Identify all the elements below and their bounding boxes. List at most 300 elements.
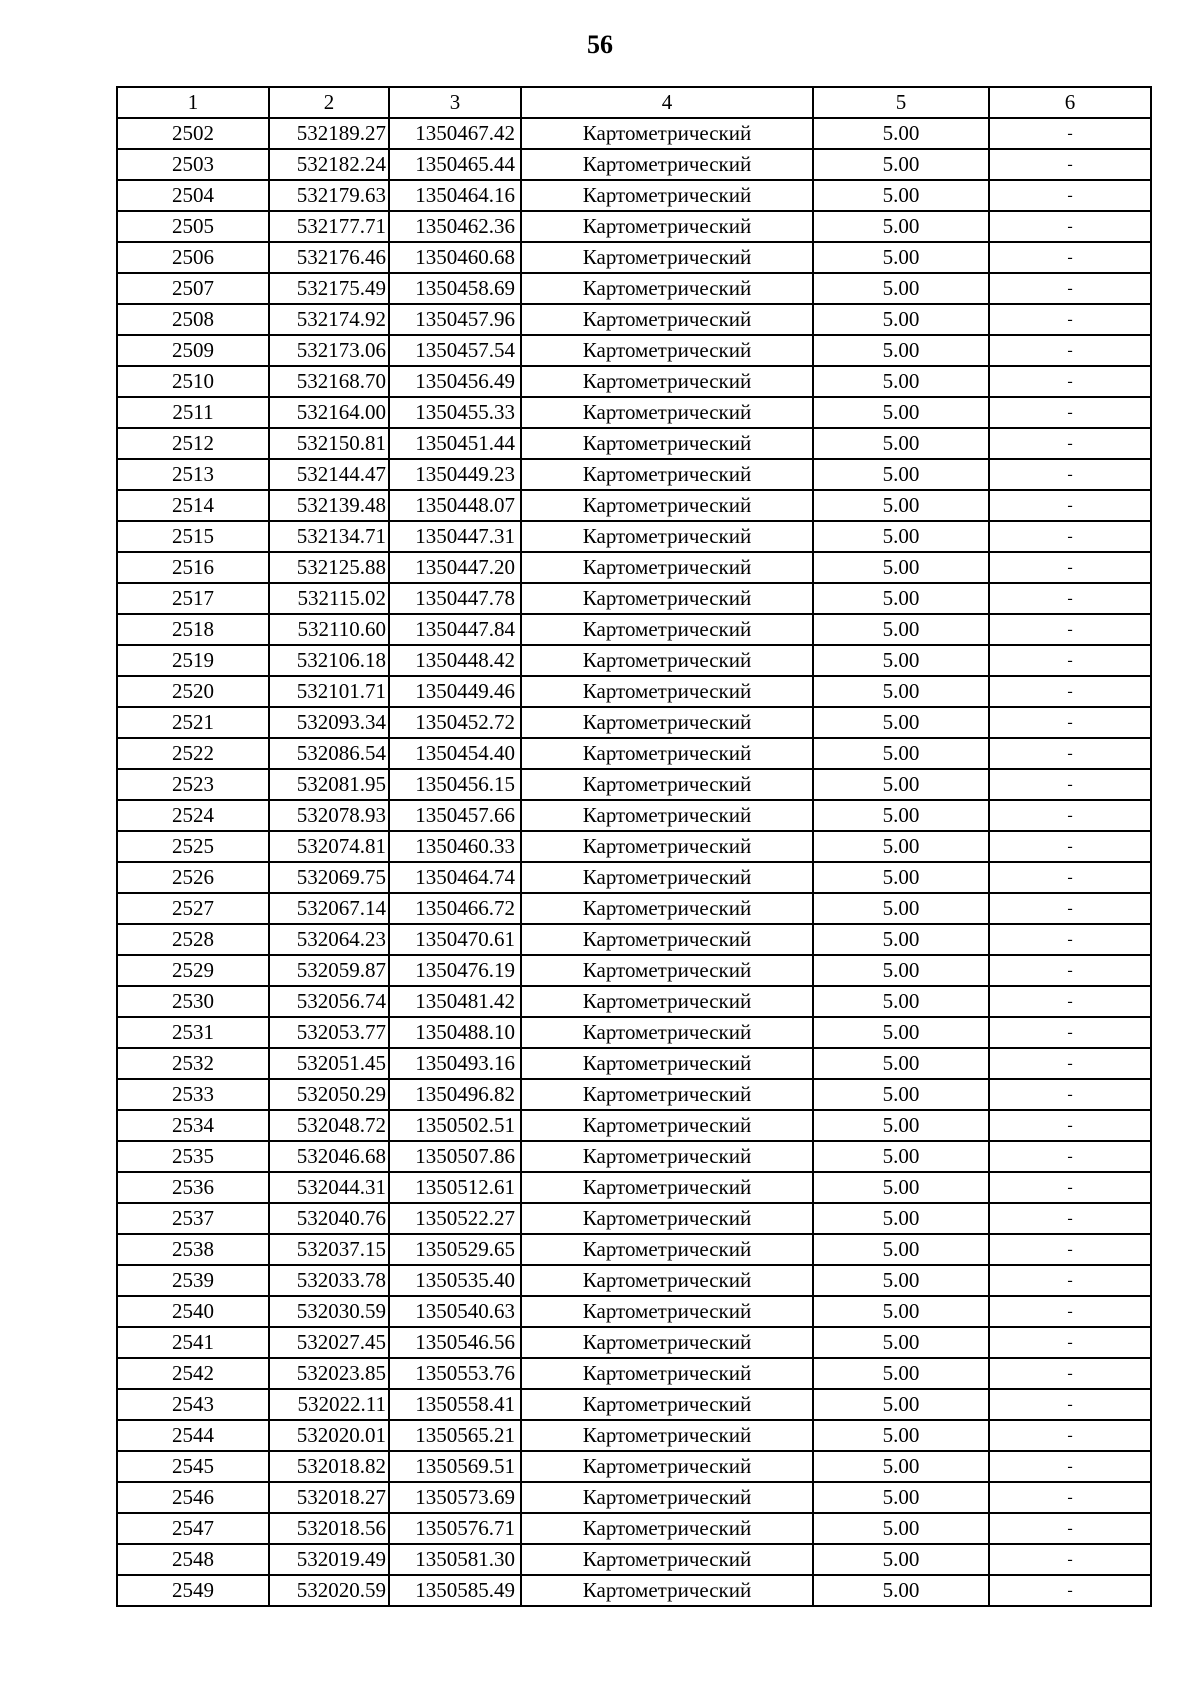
x-coordinate-cell: 532125.88: [269, 552, 389, 583]
accuracy-cell: 5.00: [813, 1048, 989, 1079]
x-coordinate-cell: 532069.75: [269, 862, 389, 893]
y-coordinate-cell: 1350451.44: [389, 428, 521, 459]
y-coordinate-cell: 1350576.71: [389, 1513, 521, 1544]
description-cell: -: [989, 1420, 1151, 1451]
point-number-cell: 2505: [117, 211, 269, 242]
description-cell: -: [989, 1234, 1151, 1265]
table-row: [117, 1420, 1151, 1451]
y-coordinate-cell: 1350460.68: [389, 242, 521, 273]
table-row: [117, 893, 1151, 924]
y-coordinate-cell: 1350447.20: [389, 552, 521, 583]
method-cell: Картометрический: [521, 893, 813, 924]
point-number-cell: 2537: [117, 1203, 269, 1234]
point-number-cell: 2519: [117, 645, 269, 676]
description-cell: -: [989, 366, 1151, 397]
table-row: [117, 1482, 1151, 1513]
accuracy-cell: 5.00: [813, 1544, 989, 1575]
x-coordinate-cell: 532168.70: [269, 366, 389, 397]
method-cell: Картометрический: [521, 645, 813, 676]
x-coordinate-cell: 532106.18: [269, 645, 389, 676]
table-row: [117, 1451, 1151, 1482]
description-cell: -: [989, 335, 1151, 366]
accuracy-cell: 5.00: [813, 1420, 989, 1451]
x-coordinate-cell: 532139.48: [269, 490, 389, 521]
point-number-cell: 2525: [117, 831, 269, 862]
y-coordinate-cell: 1350553.76: [389, 1358, 521, 1389]
point-number-cell: 2503: [117, 149, 269, 180]
point-number-cell: 2530: [117, 986, 269, 1017]
x-coordinate-cell: 532046.68: [269, 1141, 389, 1172]
table-row: [117, 118, 1151, 149]
description-cell: -: [989, 1203, 1151, 1234]
table-row: [117, 831, 1151, 862]
method-cell: Картометрический: [521, 335, 813, 366]
accuracy-cell: 5.00: [813, 707, 989, 738]
y-coordinate-cell: 1350457.54: [389, 335, 521, 366]
table-row: [117, 738, 1151, 769]
x-coordinate-cell: 532110.60: [269, 614, 389, 645]
point-number-cell: 2534: [117, 1110, 269, 1141]
table-row: [117, 986, 1151, 1017]
description-cell: -: [989, 955, 1151, 986]
description-cell: -: [989, 1048, 1151, 1079]
point-number-cell: 2548: [117, 1544, 269, 1575]
method-cell: Картометрический: [521, 831, 813, 862]
y-coordinate-cell: 1350558.41: [389, 1389, 521, 1420]
accuracy-cell: 5.00: [813, 955, 989, 986]
x-coordinate-cell: 532179.63: [269, 180, 389, 211]
point-number-cell: 2540: [117, 1296, 269, 1327]
table-row: [117, 490, 1151, 521]
y-coordinate-cell: 1350470.61: [389, 924, 521, 955]
description-cell: -: [989, 893, 1151, 924]
point-number-cell: 2528: [117, 924, 269, 955]
y-coordinate-cell: 1350535.40: [389, 1265, 521, 1296]
method-cell: Картометрический: [521, 1358, 813, 1389]
accuracy-cell: 5.00: [813, 149, 989, 180]
y-coordinate-cell: 1350464.74: [389, 862, 521, 893]
y-coordinate-cell: 1350462.36: [389, 211, 521, 242]
table-row: [117, 1172, 1151, 1203]
description-cell: -: [989, 1575, 1151, 1606]
x-coordinate-cell: 532027.45: [269, 1327, 389, 1358]
accuracy-cell: 5.00: [813, 831, 989, 862]
point-number-cell: 2531: [117, 1017, 269, 1048]
y-coordinate-cell: 1350581.30: [389, 1544, 521, 1575]
table-row: [117, 1575, 1151, 1606]
method-cell: Картометрический: [521, 1575, 813, 1606]
table-row: [117, 552, 1151, 583]
method-cell: Картометрический: [521, 1203, 813, 1234]
method-cell: Картометрический: [521, 521, 813, 552]
y-coordinate-cell: 1350460.33: [389, 831, 521, 862]
method-cell: Картометрический: [521, 397, 813, 428]
method-cell: Картометрический: [521, 459, 813, 490]
description-cell: -: [989, 1482, 1151, 1513]
table-row: [117, 1358, 1151, 1389]
point-number-cell: 2514: [117, 490, 269, 521]
method-cell: Картометрический: [521, 428, 813, 459]
table-row: [117, 1048, 1151, 1079]
y-coordinate-cell: 1350502.51: [389, 1110, 521, 1141]
table-row: [117, 180, 1151, 211]
description-cell: -: [989, 986, 1151, 1017]
method-cell: Картометрический: [521, 149, 813, 180]
method-cell: Картометрический: [521, 583, 813, 614]
accuracy-cell: 5.00: [813, 118, 989, 149]
y-coordinate-cell: 1350496.82: [389, 1079, 521, 1110]
y-coordinate-cell: 1350465.44: [389, 149, 521, 180]
point-number-cell: 2535: [117, 1141, 269, 1172]
description-cell: -: [989, 769, 1151, 800]
method-cell: Картометрический: [521, 118, 813, 149]
description-cell: -: [989, 862, 1151, 893]
accuracy-cell: 5.00: [813, 583, 989, 614]
method-cell: Картометрический: [521, 1451, 813, 1482]
y-coordinate-cell: 1350449.23: [389, 459, 521, 490]
x-coordinate-cell: 532056.74: [269, 986, 389, 1017]
x-coordinate-cell: 532019.49: [269, 1544, 389, 1575]
point-number-cell: 2546: [117, 1482, 269, 1513]
x-coordinate-cell: 532182.24: [269, 149, 389, 180]
description-cell: -: [989, 242, 1151, 273]
accuracy-cell: 5.00: [813, 366, 989, 397]
method-cell: Картометрический: [521, 1420, 813, 1451]
method-cell: Картометрический: [521, 1079, 813, 1110]
point-number-cell: 2536: [117, 1172, 269, 1203]
description-cell: -: [989, 552, 1151, 583]
y-coordinate-cell: 1350512.61: [389, 1172, 521, 1203]
point-number-cell: 2542: [117, 1358, 269, 1389]
accuracy-cell: 5.00: [813, 769, 989, 800]
accuracy-cell: 5.00: [813, 924, 989, 955]
point-number-cell: 2522: [117, 738, 269, 769]
method-cell: Картометрический: [521, 304, 813, 335]
point-number-cell: 2544: [117, 1420, 269, 1451]
x-coordinate-cell: 532173.06: [269, 335, 389, 366]
accuracy-cell: 5.00: [813, 986, 989, 1017]
description-cell: -: [989, 1389, 1151, 1420]
x-coordinate-cell: 532164.00: [269, 397, 389, 428]
accuracy-cell: 5.00: [813, 1265, 989, 1296]
accuracy-cell: 5.00: [813, 1141, 989, 1172]
table-row: [117, 304, 1151, 335]
description-cell: -: [989, 149, 1151, 180]
point-number-cell: 2533: [117, 1079, 269, 1110]
accuracy-cell: 5.00: [813, 180, 989, 211]
method-cell: Картометрический: [521, 1141, 813, 1172]
description-cell: -: [989, 1544, 1151, 1575]
table-body: [117, 118, 1151, 1606]
column-header: 6: [989, 87, 1151, 118]
accuracy-cell: 5.00: [813, 397, 989, 428]
accuracy-cell: 5.00: [813, 211, 989, 242]
description-cell: -: [989, 1110, 1151, 1141]
x-coordinate-cell: 532018.56: [269, 1513, 389, 1544]
x-coordinate-cell: 532020.59: [269, 1575, 389, 1606]
x-coordinate-cell: 532176.46: [269, 242, 389, 273]
table-row: [117, 1203, 1151, 1234]
point-number-cell: 2521: [117, 707, 269, 738]
x-coordinate-cell: 532150.81: [269, 428, 389, 459]
accuracy-cell: 5.00: [813, 552, 989, 583]
point-number-cell: 2511: [117, 397, 269, 428]
point-number-cell: 2549: [117, 1575, 269, 1606]
table-row: [117, 521, 1151, 552]
table-header-row: [117, 87, 1151, 118]
point-number-cell: 2504: [117, 180, 269, 211]
description-cell: -: [989, 1079, 1151, 1110]
description-cell: -: [989, 831, 1151, 862]
y-coordinate-cell: 1350457.66: [389, 800, 521, 831]
accuracy-cell: 5.00: [813, 1513, 989, 1544]
y-coordinate-cell: 1350454.40: [389, 738, 521, 769]
description-cell: -: [989, 1265, 1151, 1296]
description-cell: -: [989, 521, 1151, 552]
x-coordinate-cell: 532134.71: [269, 521, 389, 552]
table-row: [117, 242, 1151, 273]
accuracy-cell: 5.00: [813, 1389, 989, 1420]
method-cell: Картометрический: [521, 1048, 813, 1079]
coordinates-table: [116, 86, 1152, 1607]
table-row: [117, 1389, 1151, 1420]
description-cell: -: [989, 583, 1151, 614]
x-coordinate-cell: 532018.82: [269, 1451, 389, 1482]
x-coordinate-cell: 532020.01: [269, 1420, 389, 1451]
y-coordinate-cell: 1350529.65: [389, 1234, 521, 1265]
point-number-cell: 2507: [117, 273, 269, 304]
x-coordinate-cell: 532037.15: [269, 1234, 389, 1265]
method-cell: Картометрический: [521, 986, 813, 1017]
point-number-cell: 2527: [117, 893, 269, 924]
method-cell: Картометрический: [521, 273, 813, 304]
point-number-cell: 2543: [117, 1389, 269, 1420]
y-coordinate-cell: 1350448.07: [389, 490, 521, 521]
method-cell: Картометрический: [521, 180, 813, 211]
description-cell: -: [989, 1172, 1151, 1203]
point-number-cell: 2510: [117, 366, 269, 397]
description-cell: -: [989, 428, 1151, 459]
y-coordinate-cell: 1350447.78: [389, 583, 521, 614]
point-number-cell: 2547: [117, 1513, 269, 1544]
point-number-cell: 2516: [117, 552, 269, 583]
accuracy-cell: 5.00: [813, 645, 989, 676]
y-coordinate-cell: 1350464.16: [389, 180, 521, 211]
point-number-cell: 2526: [117, 862, 269, 893]
accuracy-cell: 5.00: [813, 1017, 989, 1048]
point-number-cell: 2520: [117, 676, 269, 707]
x-coordinate-cell: 532051.45: [269, 1048, 389, 1079]
point-number-cell: 2541: [117, 1327, 269, 1358]
table-row: [117, 397, 1151, 428]
table-row: [117, 924, 1151, 955]
y-coordinate-cell: 1350447.84: [389, 614, 521, 645]
description-cell: -: [989, 118, 1151, 149]
y-coordinate-cell: 1350467.42: [389, 118, 521, 149]
table-row: [117, 428, 1151, 459]
method-cell: Картометрический: [521, 955, 813, 986]
description-cell: -: [989, 397, 1151, 428]
accuracy-cell: 5.00: [813, 490, 989, 521]
y-coordinate-cell: 1350476.19: [389, 955, 521, 986]
accuracy-cell: 5.00: [813, 1234, 989, 1265]
point-number-cell: 2529: [117, 955, 269, 986]
method-cell: Картометрический: [521, 1327, 813, 1358]
x-coordinate-cell: 532074.81: [269, 831, 389, 862]
table-row: [117, 769, 1151, 800]
method-cell: Картометрический: [521, 769, 813, 800]
accuracy-cell: 5.00: [813, 1482, 989, 1513]
x-coordinate-cell: 532050.29: [269, 1079, 389, 1110]
y-coordinate-cell: 1350573.69: [389, 1482, 521, 1513]
column-header: 2: [269, 87, 389, 118]
method-cell: Картометрический: [521, 1544, 813, 1575]
x-coordinate-cell: 532023.85: [269, 1358, 389, 1389]
method-cell: Картометрический: [521, 614, 813, 645]
accuracy-cell: 5.00: [813, 459, 989, 490]
point-number-cell: 2545: [117, 1451, 269, 1482]
y-coordinate-cell: 1350458.69: [389, 273, 521, 304]
method-cell: Картометрический: [521, 707, 813, 738]
x-coordinate-cell: 532174.92: [269, 304, 389, 335]
method-cell: Картометрический: [521, 676, 813, 707]
accuracy-cell: 5.00: [813, 1451, 989, 1482]
accuracy-cell: 5.00: [813, 1327, 989, 1358]
method-cell: Картометрический: [521, 490, 813, 521]
table-row: [117, 645, 1151, 676]
accuracy-cell: 5.00: [813, 335, 989, 366]
accuracy-cell: 5.00: [813, 1296, 989, 1327]
y-coordinate-cell: 1350448.42: [389, 645, 521, 676]
table-row: [117, 273, 1151, 304]
table-row: [117, 862, 1151, 893]
table-row: [117, 1513, 1151, 1544]
y-coordinate-cell: 1350455.33: [389, 397, 521, 428]
table-row: [117, 1079, 1151, 1110]
method-cell: Картометрический: [521, 1482, 813, 1513]
accuracy-cell: 5.00: [813, 273, 989, 304]
table-row: [117, 614, 1151, 645]
accuracy-cell: 5.00: [813, 304, 989, 335]
description-cell: -: [989, 924, 1151, 955]
accuracy-cell: 5.00: [813, 242, 989, 273]
accuracy-cell: 5.00: [813, 738, 989, 769]
table-row: [117, 583, 1151, 614]
y-coordinate-cell: 1350457.96: [389, 304, 521, 335]
y-coordinate-cell: 1350452.72: [389, 707, 521, 738]
table-row: [117, 1544, 1151, 1575]
point-number-cell: 2515: [117, 521, 269, 552]
table-row: [117, 149, 1151, 180]
accuracy-cell: 5.00: [813, 1172, 989, 1203]
x-coordinate-cell: 532177.71: [269, 211, 389, 242]
accuracy-cell: 5.00: [813, 676, 989, 707]
method-cell: Картометрический: [521, 862, 813, 893]
x-coordinate-cell: 532033.78: [269, 1265, 389, 1296]
method-cell: Картометрический: [521, 1110, 813, 1141]
accuracy-cell: 5.00: [813, 1079, 989, 1110]
description-cell: -: [989, 1513, 1151, 1544]
accuracy-cell: 5.00: [813, 1575, 989, 1606]
accuracy-cell: 5.00: [813, 800, 989, 831]
accuracy-cell: 5.00: [813, 521, 989, 552]
table-row: [117, 676, 1151, 707]
x-coordinate-cell: 532081.95: [269, 769, 389, 800]
description-cell: -: [989, 1017, 1151, 1048]
description-cell: -: [989, 1296, 1151, 1327]
column-header: 5: [813, 87, 989, 118]
table-row: [117, 1265, 1151, 1296]
column-header: 1: [117, 87, 269, 118]
method-cell: Картометрический: [521, 366, 813, 397]
table-row: [117, 1327, 1151, 1358]
column-header: 4: [521, 87, 813, 118]
page-number: 56: [587, 30, 613, 59]
table-row: [117, 1110, 1151, 1141]
method-cell: Картометрический: [521, 211, 813, 242]
description-cell: -: [989, 645, 1151, 676]
accuracy-cell: 5.00: [813, 1203, 989, 1234]
y-coordinate-cell: 1350456.15: [389, 769, 521, 800]
point-number-cell: 2518: [117, 614, 269, 645]
method-cell: Картометрический: [521, 738, 813, 769]
point-number-cell: 2506: [117, 242, 269, 273]
table-row: [117, 366, 1151, 397]
y-coordinate-cell: 1350565.21: [389, 1420, 521, 1451]
point-number-cell: 2539: [117, 1265, 269, 1296]
description-cell: -: [989, 676, 1151, 707]
accuracy-cell: 5.00: [813, 862, 989, 893]
table-row: [117, 955, 1151, 986]
description-cell: -: [989, 1451, 1151, 1482]
x-coordinate-cell: 532030.59: [269, 1296, 389, 1327]
point-number-cell: 2508: [117, 304, 269, 335]
accuracy-cell: 5.00: [813, 1358, 989, 1389]
accuracy-cell: 5.00: [813, 1110, 989, 1141]
x-coordinate-cell: 532064.23: [269, 924, 389, 955]
table-row: [117, 800, 1151, 831]
y-coordinate-cell: 1350493.16: [389, 1048, 521, 1079]
method-cell: Картометрический: [521, 1017, 813, 1048]
point-number-cell: 2523: [117, 769, 269, 800]
method-cell: Картометрический: [521, 1296, 813, 1327]
y-coordinate-cell: 1350507.86: [389, 1141, 521, 1172]
table-row: [117, 1141, 1151, 1172]
point-number-cell: 2509: [117, 335, 269, 366]
y-coordinate-cell: 1350546.56: [389, 1327, 521, 1358]
x-coordinate-cell: 532044.31: [269, 1172, 389, 1203]
method-cell: Картометрический: [521, 242, 813, 273]
method-cell: Картометрический: [521, 1172, 813, 1203]
x-coordinate-cell: 532086.54: [269, 738, 389, 769]
y-coordinate-cell: 1350447.31: [389, 521, 521, 552]
x-coordinate-cell: 532115.02: [269, 583, 389, 614]
table-row: [117, 1234, 1151, 1265]
y-coordinate-cell: 1350585.49: [389, 1575, 521, 1606]
x-coordinate-cell: 532144.47: [269, 459, 389, 490]
x-coordinate-cell: 532059.87: [269, 955, 389, 986]
x-coordinate-cell: 532022.11: [269, 1389, 389, 1420]
description-cell: -: [989, 800, 1151, 831]
method-cell: Картометрический: [521, 1234, 813, 1265]
x-coordinate-cell: 532040.76: [269, 1203, 389, 1234]
x-coordinate-cell: 532101.71: [269, 676, 389, 707]
y-coordinate-cell: 1350481.42: [389, 986, 521, 1017]
x-coordinate-cell: 532048.72: [269, 1110, 389, 1141]
y-coordinate-cell: 1350449.46: [389, 676, 521, 707]
column-header: 3: [389, 87, 521, 118]
description-cell: -: [989, 490, 1151, 521]
